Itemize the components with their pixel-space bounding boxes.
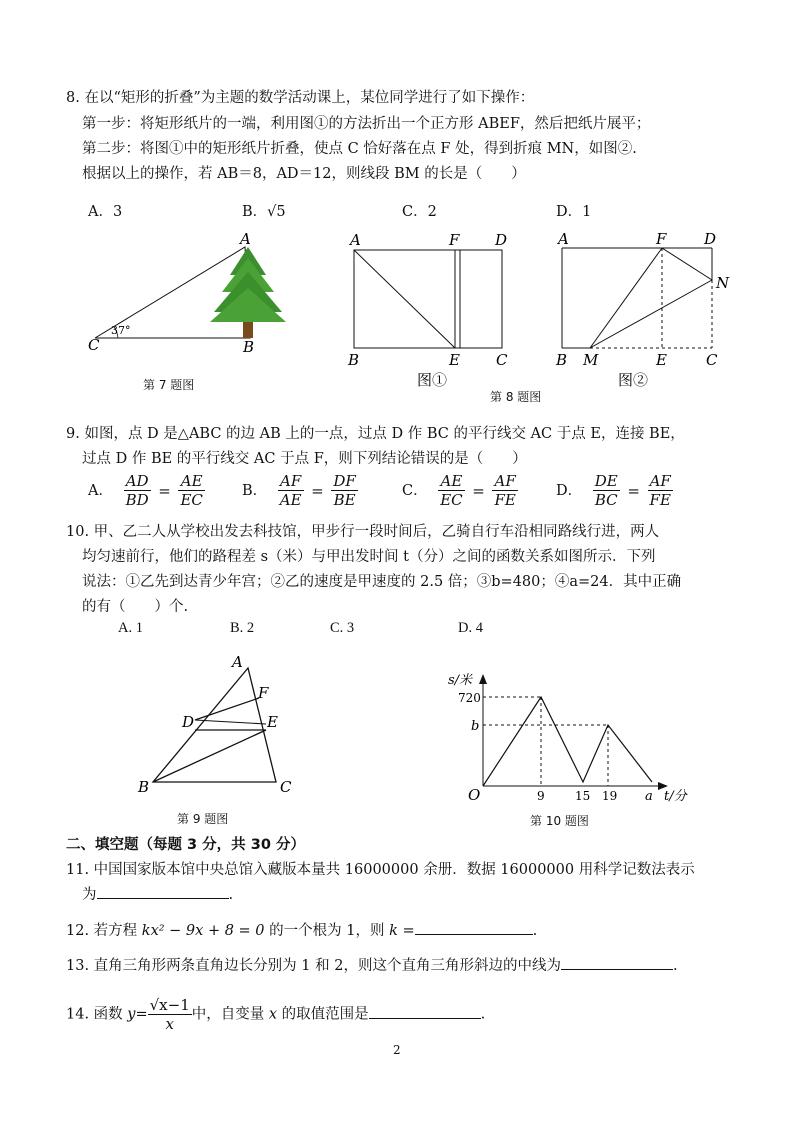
q9-d-d2: FE — [649, 491, 671, 509]
q10-stem-1: 10. 甲、乙二人从学校出发去科技馆，甲步行一段时间后，乙骑自行车沿相同路线行进，两人 — [66, 524, 660, 540]
fig10-y-axis-label: s/米 — [448, 673, 473, 688]
fig7-label-b: B — [243, 338, 255, 356]
q14-mid: 中，自变量 — [191, 1006, 265, 1023]
q12-equation: kx² − 9x + 8 = 0 — [141, 923, 265, 939]
q11-answer-line — [82, 884, 233, 905]
q14-y: y= — [127, 1006, 148, 1023]
q9-option-a-label: A． — [88, 482, 113, 499]
fig9-caption: 第 9 题图 — [177, 812, 229, 826]
fig8b-label-c: C — [706, 351, 718, 369]
fig10-x-tick-a: a — [645, 789, 653, 804]
y-axis-arrow-icon — [479, 674, 487, 684]
q8-step2: 第二步：将图①中的矩形纸片折叠，使点 C 恰好落在点 F 处，得到折痕 MN，如图②. — [82, 141, 637, 157]
q12-k: k = — [389, 923, 415, 939]
q12-post: . — [532, 923, 538, 939]
fig10-x-tick-19: 19 — [602, 789, 618, 803]
fig10-caption: 第 10 题图 — [530, 814, 589, 828]
q11-pre: 为 — [82, 887, 97, 903]
fig7-label-c: C — [88, 336, 100, 354]
q9-option-d-label: D． — [556, 482, 583, 499]
fig8b-label-e: E — [656, 351, 667, 369]
q9-d-d1: BC — [594, 491, 618, 509]
fig9-label-e: E — [267, 713, 278, 731]
q9-b-d1: AE — [279, 491, 302, 509]
q12-answer-blank[interactable] — [415, 920, 533, 935]
q14-line — [66, 996, 485, 1033]
q14-pre: 14. 函数 — [66, 1006, 123, 1023]
fig9-label-b: B — [138, 778, 150, 796]
q14-x: x — [268, 1006, 278, 1023]
q9-c-d2: FE — [494, 491, 516, 509]
q14-answer-blank[interactable] — [369, 1004, 481, 1019]
fig8b-label-n: N — [716, 274, 730, 292]
q9-d-n2: AF — [648, 472, 673, 491]
section-2-heading: 二、填空题（每题 3 分，共 30 分） — [66, 837, 305, 853]
q9-a-d1: BD — [125, 491, 149, 509]
fig10-x-tick-15: 15 — [575, 789, 591, 803]
q12-pre: 12. 若方程 — [66, 923, 138, 939]
fig7-caption: 第 7 题图 — [143, 378, 195, 392]
q10-option-c: C. 3 — [330, 620, 355, 636]
q9-b-d2: BE — [333, 491, 356, 509]
fig8a-label-e: E — [449, 351, 460, 369]
q9-c-eq: = — [472, 481, 485, 500]
q8-stem: 8. 在以“矩形的折叠”为主题的数学活动课上，某位同学进行了如下操作： — [66, 90, 535, 106]
fig9-label-d: D — [182, 713, 195, 731]
q8-option-a: A．3 — [88, 204, 123, 220]
q8-option-d: D．1 — [556, 204, 592, 220]
fig8b-label-f: F — [656, 230, 667, 248]
fig10-graph-line — [483, 697, 652, 786]
page-number: 2 — [393, 1043, 401, 1057]
fig8a-label-f: F — [449, 231, 460, 249]
q11-answer-blank[interactable] — [97, 884, 229, 899]
fig8a-label-a: A — [350, 231, 361, 249]
q9-b-n1: AF — [278, 472, 304, 491]
q8-option-c: C．2 — [402, 204, 437, 220]
q14-fraction — [148, 996, 192, 1033]
q14-denominator: x — [165, 1015, 174, 1033]
q13-answer-blank[interactable] — [561, 955, 673, 970]
fig8b-label: 图② — [618, 371, 649, 389]
q9-d-eq: = — [627, 481, 640, 500]
q12-line — [66, 920, 537, 941]
q9-c-n2: AF — [492, 472, 517, 491]
q14-post-text: 的取值范围是 — [281, 1006, 369, 1023]
q10-question: 的有（ ）个. — [82, 599, 189, 615]
q13-pre: 13. 直角三角形两条直角边长分别为 1 和 2，则这个直角三角形斜边的中线为 — [66, 958, 561, 974]
fig8b-label-a: A — [558, 230, 569, 248]
q8-option-b-label: B． — [242, 204, 268, 220]
fig10-x-axis-label: t/分 — [664, 789, 687, 804]
fig9-label-a: A — [232, 653, 243, 671]
q8-question: 根据以上的操作，若 AB＝8，AD＝12，则线段 BM 的长是（ ） — [82, 166, 526, 182]
q8-step1: 第一步：将矩形纸片的一端，利用图①的方法折出一个正方形 ABEF，然后把纸片展平； — [82, 116, 651, 132]
fig8-caption: 第 8 题图 — [490, 390, 542, 404]
fig8b-label-b: B — [556, 351, 568, 369]
fig10-origin: O — [468, 786, 481, 804]
fig9-label-c: C — [280, 778, 292, 796]
q9-a-n2: AE — [178, 472, 204, 491]
q9-option-b-label: B． — [242, 482, 268, 499]
q11-post: . — [228, 887, 234, 903]
fig10-y-tick-b: b — [471, 719, 480, 734]
q9-c-n1: AE — [438, 472, 464, 491]
fig7-label-a: A — [240, 230, 251, 248]
q13-post: . — [672, 958, 678, 974]
q10-option-d: D. 4 — [458, 620, 483, 636]
fig10-y-tick-720: 720 — [458, 691, 481, 705]
fig7-angle: 37° — [111, 324, 131, 337]
q12-mid: 的一个根为 1，则 — [269, 923, 385, 939]
q9-question: 过点 D 作 BE 的平行线交 AC 于点 F，则下列结论错误的是（ ） — [82, 451, 527, 467]
q9-b-n2: DF — [333, 472, 356, 490]
fig8a-label-d: D — [495, 231, 508, 249]
fig8b-label-d: D — [704, 230, 717, 248]
fig8b-label-m: M — [583, 351, 599, 369]
fig9-label-f: F — [258, 684, 269, 702]
q9-option-c-label: C． — [402, 482, 428, 499]
fig10-x-tick-9: 9 — [537, 789, 545, 803]
fig8a-label: 图① — [417, 371, 448, 389]
q9-d-n1: DE — [594, 472, 618, 490]
q9-b-eq: = — [311, 481, 324, 500]
fig8a-label-c: C — [496, 351, 508, 369]
q9-a-n1: AD — [124, 472, 151, 491]
q11-stem: 11. 中国国家版本馆中央总馆入藏版本量共 16000000 余册．数据 16000000 用科学记数法表示 — [66, 862, 695, 878]
q10-option-b: B. 2 — [230, 620, 255, 636]
q9-a-d2: EC — [180, 491, 203, 509]
q10-option-a: A. 1 — [118, 620, 143, 636]
q8-option-b-value: √5 — [267, 204, 286, 220]
q10-stem-3: 说法：①乙先到达青少年宫；②乙的速度是甲速度的 2.5 倍；③b=480；④a=24．其中正确 — [82, 574, 682, 590]
fig8a-label-b: B — [348, 351, 360, 369]
q14-post: . — [480, 1006, 486, 1023]
q13-line — [66, 955, 678, 976]
q10-stem-2: 均匀速前行，他们的路程差 s（米）与甲出发时间 t（分）之间的函数关系如图所示．下列 — [82, 549, 656, 565]
q14-numerator: √x−1 — [149, 996, 190, 1014]
q9-stem: 9. 如图，点 D 是△ABC 的边 AB 上的一点，过点 D 作 BC 的平行线交 AC 于点 E，连接 BE， — [66, 426, 685, 442]
q9-a-eq: = — [158, 481, 171, 500]
q9-c-d1: EC — [440, 491, 463, 509]
